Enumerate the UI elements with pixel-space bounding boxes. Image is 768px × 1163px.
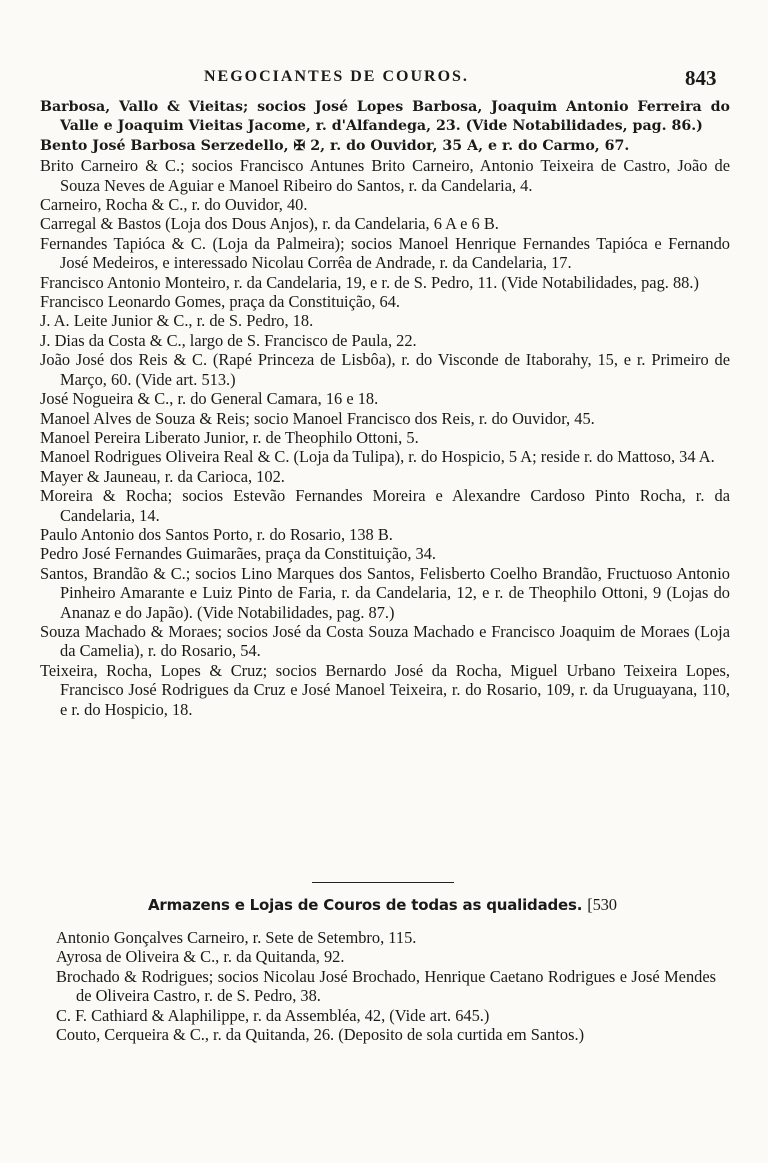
list-item: Carneiro, Rocha & C., r. do Ouvidor, 40. [40,195,308,215]
list-item: Francisco Antonio Monteiro, r. da Candelaria, 19, e r. de S. Pedro, 11. (Vide Notabilidades, pag. 88.) [40,272,699,292]
list-item: Moreira & Rocha; socios Estevão Fernandes Moreira e Alexandre Cardoso Pinto Rocha, r. da Candelaria, 14. [40,486,730,525]
list-item: Pedro José Fernandes Guimarães, praça da Constituição, 34. [40,544,437,564]
section-divider [312,882,454,883]
list-item: Paulo Antonio dos Santos Porto, r. do Rosario, 138 B. [40,524,393,544]
list-item: Francisco Leonardo Gomes, praça da Constituição, 64. [40,292,401,312]
section-heading [148,895,617,915]
list-item: Manoel Rodrigues Oliveira Real & C. (Loja da Tulipa), r. do Hospicio, 5 A; reside r. do Mattoso, 34 A. [40,447,715,467]
list-item: Manoel Pereira Liberato Junior, r. de Theophilo Ottoni, 5. [40,427,419,447]
page-number: 843 [685,66,717,90]
list-item: José Nogueira & C., r. do General Camara, 16 e 18. [40,389,379,409]
list-item: Manoel Alves de Souza & Reis; socio Manoel Francisco dos Reis, r. do Ouvidor, 45. [40,408,595,428]
list-item: Souza Machado & Moraes; socios José da Costa Souza Machado e Francisco Joaquim de Moraes (Loja da Camelia), r. do Rosario, 54. [40,621,730,661]
list-item: Brochado & Rodrigues; socios Nicolau José Brochado, Henrique Caetano Rodrigues e José Mendes de Oliveira Castro, r. de S. Pedro, 38. [56,966,716,1006]
list-item: Santos, Brandão & C.; socios Lino Marques dos Santos, Felisberto Coelho Brandão, Fructuoso Antonio Pinheiro Amarante e Luiz Pinto de Faria, r. da Candelaria, 12, e r. de Theophilo Ottoni, 9 (Lojas do Ananaz e do Japão). (Vide Notabilidades, pag. 87.) [40,563,730,622]
list-item: J. A. Leite Junior & C., r. de S. Pedro, 18. [40,311,314,331]
list-item: Mayer & Jauneau, r. da Carioca, 102. [40,466,285,486]
list-item: J. Dias da Costa & C., largo de S. Francisco de Paula, 22. [40,330,417,350]
list-item: Ayrosa de Oliveira & C., r. da Quitanda, 92. [56,947,345,967]
list-item: Bento José Barbosa Serzedello, ✠ 2, r. do Ouvidor, 35 A, e r. do Carmo, 67. [40,137,630,154]
list-item: Couto, Cerqueira & C., r. da Quitanda, 26. (Deposito de sola curtida em Santos.) [56,1025,585,1045]
section-reference: [530 [587,895,617,914]
list-item: Fernandes Tapióca & C. (Loja da Palmeira); socios Manoel Henrique Fernandes Tapióca e Fernando José Medeiros, e interessado Nicolau Corrêa de Andrade, r. da Candelaria, 17. [40,233,730,273]
section-entries [56,928,716,1044]
page-header [0,66,768,92]
list-item: Carregal & Bastos (Loja dos Dous Anjos), r. da Candelaria, 6 A e 6 B. [40,214,499,234]
directory-entries [40,98,730,719]
section-title: Armazens e Lojas de Couros de todas as qualidades. [148,896,583,914]
list-item: Barbosa, Vallo & Vieitas; socios José Lopes Barbosa, Joaquim Antonio Ferreira do Valle e Joaquim Vieitas Jacome, r. d'Alfandega, 23. (Vide Notabilidades, pag. 86.) [40,99,730,135]
running-title: NEGOCIANTES DE COUROS. [204,68,469,85]
list-item: Brito Carneiro & C.; socios Francisco Antunes Brito Carneiro, Antonio Teixeira de Castro, João de Souza Neves de Aguiar e Manoel Ribeiro do Santos, r. da Candelaria, 4. [40,156,730,195]
list-item: Teixeira, Rocha, Lopes & Cruz; socios Bernardo José da Rocha, Miguel Urbano Teixeira Lopes, Francisco José Rodrigues da Cruz e José Manoel Teixeira, r. do Rosario, 109, r. da Uruguayana, 110, e r. do Hospicio, 18. [40,660,730,719]
list-item: Antonio Gonçalves Carneiro, r. Sete de Setembro, 115. [56,928,417,947]
list-item: C. F. Cathiard & Alaphilippe, r. da Assembléa, 42, (Vide art. 645.) [56,1005,490,1025]
list-item: João José dos Reis & C. (Rapé Princeza de Lisbôa), r. do Visconde de Itaborahy, 15, e r. Primeiro de Março, 60. (Vide art. 513.) [40,350,730,389]
